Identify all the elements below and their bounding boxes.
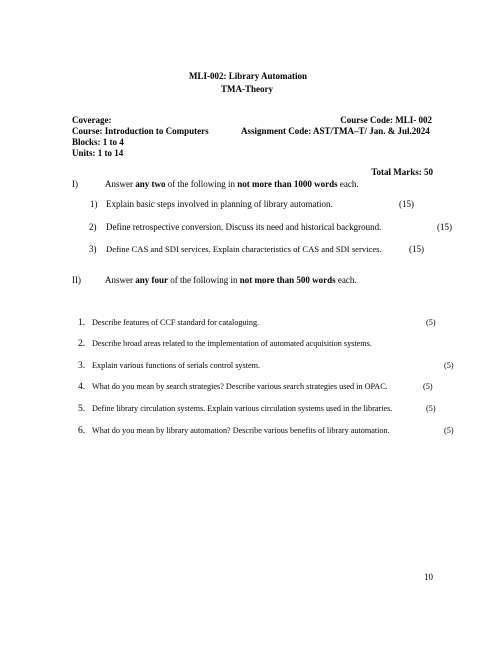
question-text: What do you mean by search strategies? Describe various search strategies used in OPAC. [92, 382, 388, 391]
question-number: 2) [89, 222, 97, 232]
question-marks: (5) [426, 318, 436, 327]
question-number: 3) [89, 244, 97, 254]
document-title: MLI-002: Library Automation [189, 71, 307, 81]
question-text: Explain basic steps involved in planning of library automation. [106, 199, 333, 209]
page-number: 10 [424, 572, 433, 582]
units-range: Units: 1 to 14 [72, 148, 124, 158]
coverage-label: Coverage: [72, 115, 112, 125]
document-subtitle: TMA-Theory [221, 84, 273, 94]
assignment-code: Assignment Code: AST/TMA–T/ Jan. & Jul.2024 [241, 126, 430, 136]
blocks-range: Blocks: 1 to 4 [72, 137, 124, 147]
question-marks: (15) [437, 222, 452, 232]
question-number: 1) [90, 199, 98, 209]
course-code: Course Code: MLI- 002 [340, 115, 432, 125]
question-text: Define retrospective conversion. Discuss its need and historical background. [106, 222, 382, 232]
question-text: Explain various functions of serials control system. [92, 361, 261, 370]
question-number: 6. [78, 425, 86, 436]
question-number: 2. [78, 338, 86, 349]
question-marks: (5) [444, 426, 454, 435]
question-marks: (5) [426, 404, 436, 413]
question-number: 5. [78, 403, 86, 414]
question-number: 4. [78, 381, 86, 392]
course-name: Course: Introduction to Computers [72, 126, 209, 136]
question-text: Define CAS and SDI services. Explain characteristics of CAS and SDI services. [106, 244, 382, 254]
question-marks: (15) [399, 199, 414, 209]
section-one-numeral: I) [72, 179, 78, 189]
question-number: 1. [78, 317, 86, 328]
section-two-instruction: Answer any four of the following in not more than 500 words each. [105, 275, 357, 285]
question-text: Define library circulation systems. Explain various circulation systems used in the libraries. [92, 404, 393, 413]
question-marks: (5) [423, 382, 433, 391]
question-text: What do you mean by library automation? Describe various benefits of library automation. [92, 426, 390, 435]
question-marks: (15) [409, 244, 424, 254]
total-marks: Total Marks: 50 [371, 167, 433, 177]
question-text: Describe broad areas related to the implementation of automated acquisition systems. [92, 339, 372, 348]
question-text: Describe features of CCF standard for cataloguing. [92, 318, 260, 327]
question-number: 3. [78, 360, 86, 371]
section-one-instruction: Answer any two of the following in not more than 1000 words each. [105, 179, 359, 189]
section-two-numeral: II) [72, 275, 81, 285]
question-marks: (5) [444, 361, 454, 370]
